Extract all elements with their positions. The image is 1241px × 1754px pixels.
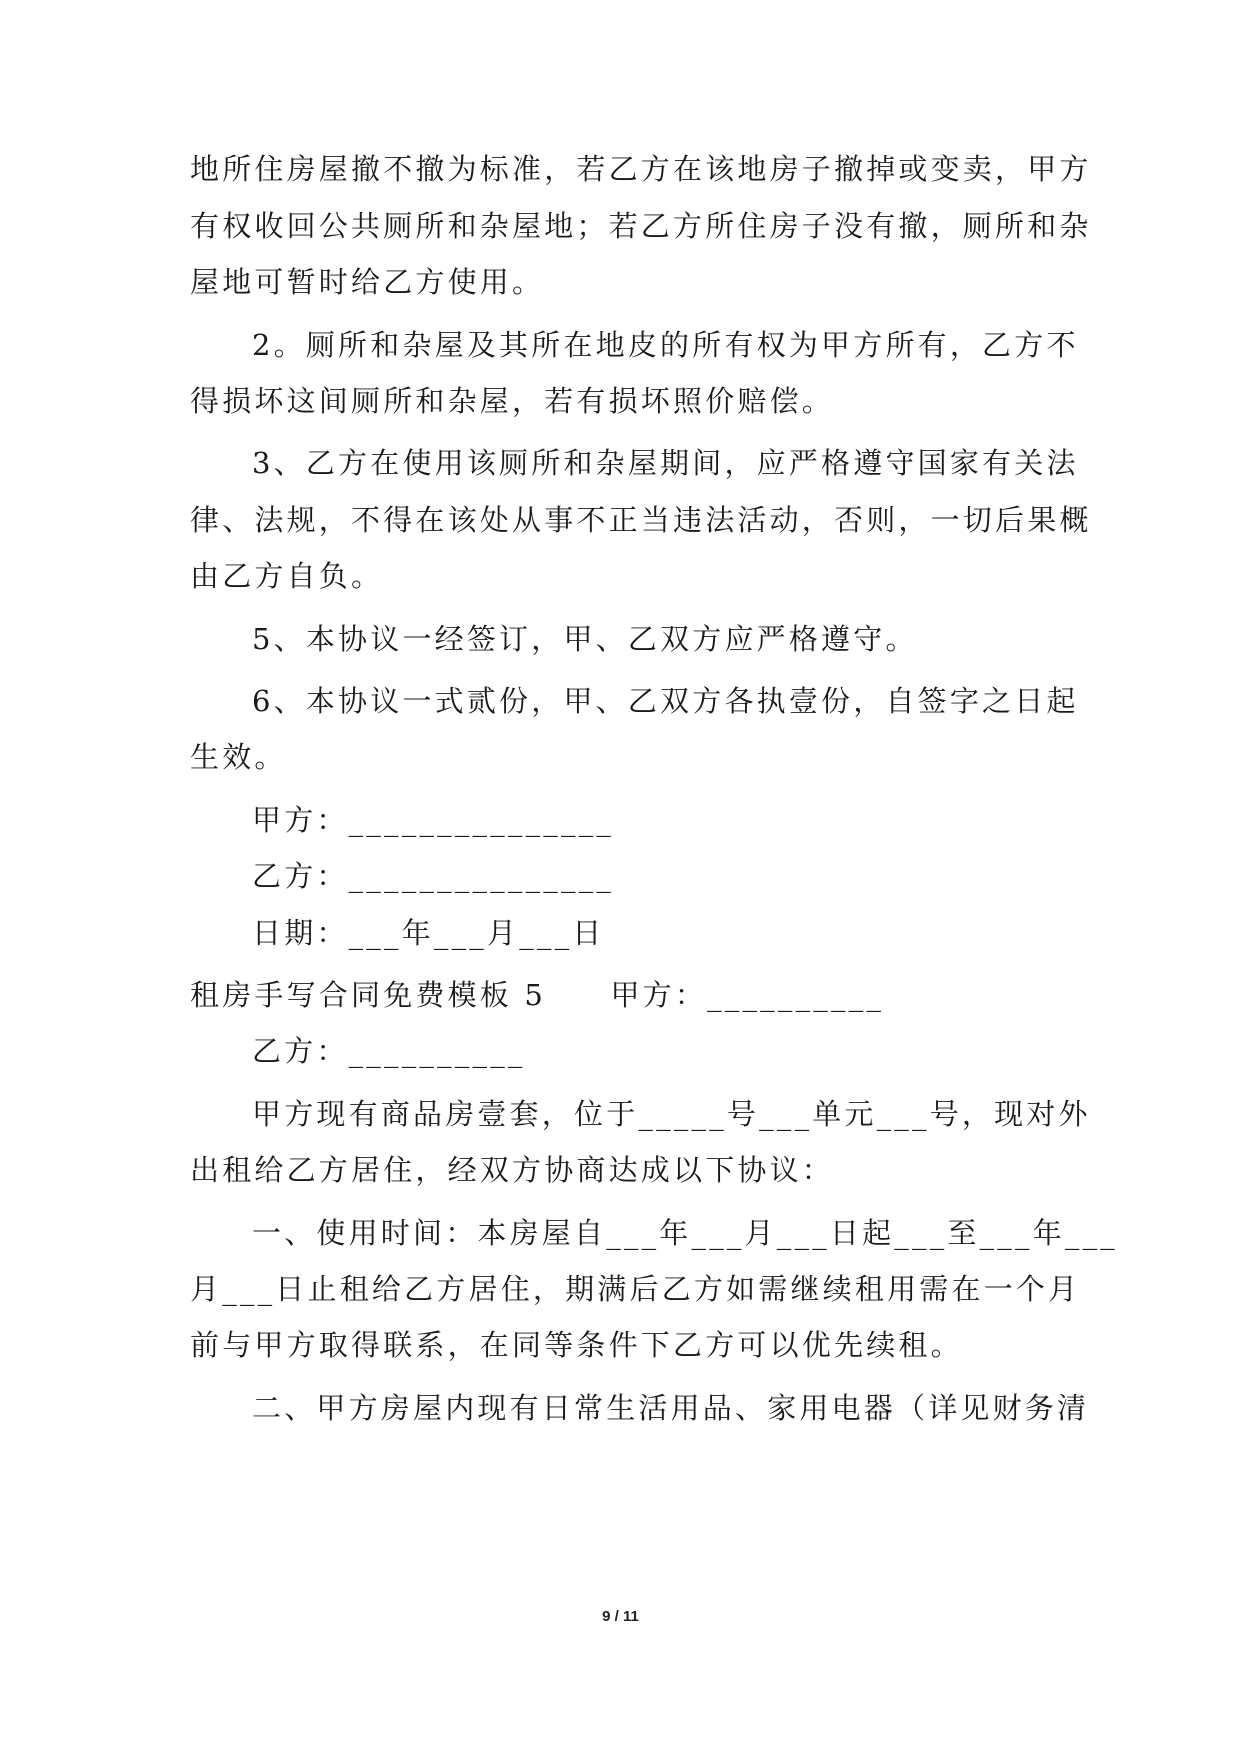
body-line: 由乙方自负。 [190, 559, 384, 593]
body-line: 地所住房屋撤不撤为标准，若乙方在该地房子撤掉或变卖，甲方 [190, 152, 1092, 186]
body-line: 3、乙方在使用该厕所和杂屋期间，应严格遵守国家有关法 [252, 446, 1079, 480]
body-line: 6、本协议一式贰份，甲、乙双方各执壹份，自签字之日起 [252, 684, 1079, 718]
signature-line-party-b: 乙方：_______________ [252, 859, 615, 893]
body-line: 二、甲方房屋内现有日常生活用品、家用电器（详见财务清 [252, 1391, 1090, 1425]
body-line: 一、使用时间：本房屋自___年___月___日起___至___年___ [252, 1216, 1119, 1250]
body-line: 出租给乙方居住，经双方协商达成以下协议： [190, 1153, 835, 1187]
body-line: 前与甲方取得联系，在同等条件下乙方可以优先续租。 [190, 1328, 963, 1362]
body-line: 5、本协议一经签订，甲、乙双方应严格遵守。 [252, 622, 918, 656]
date-line: 日期：___年___月___日 [252, 916, 605, 950]
body-line: 屋地可暂时给乙方使用。 [190, 265, 545, 299]
signature-line-party-a: 甲方：_______________ [252, 803, 615, 837]
template-heading-line: 租房手写合同免费模板 5 甲方：__________ [190, 978, 885, 1012]
body-line: 有权收回公共厕所和杂屋地；若乙方所住房子没有撤，厕所和杂 [190, 209, 1092, 243]
body-line: 甲方现有商品房壹套，位于_____号___单元___号，现对外 [252, 1097, 1091, 1131]
body-line: 律、法规，不得在该处从事不正当违法活动，否则，一切后果概 [190, 503, 1092, 537]
body-line: 乙方：__________ [252, 1034, 526, 1068]
page-number: 9 / 11 [602, 1608, 639, 1625]
body-line: 月___日止租给乙方居住，期满后乙方如需继续租用需在一个月 [190, 1272, 1081, 1306]
body-line: 2。厕所和杂屋及其所在地皮的所有权为甲方所有，乙方不 [252, 328, 1079, 362]
body-line: 生效。 [190, 740, 287, 774]
body-line: 得损坏这间厕所和杂屋，若有损坏照价赔偿。 [190, 384, 835, 418]
